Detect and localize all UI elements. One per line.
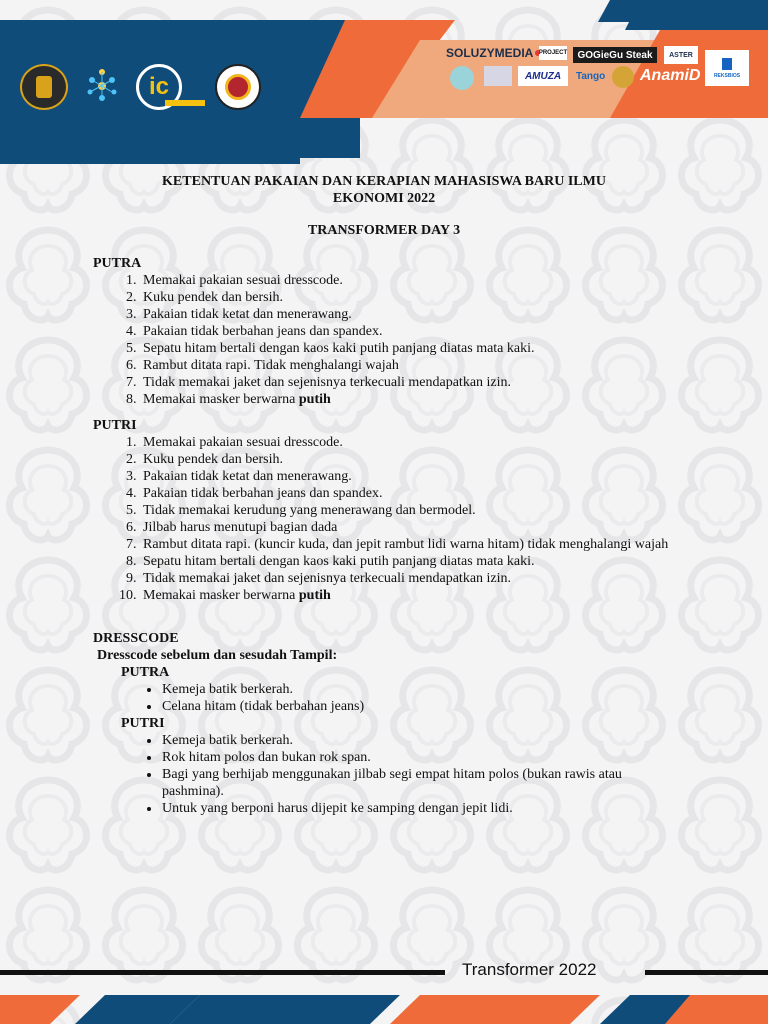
putra-rules-list: [93, 272, 673, 408]
list-item: 8. Sepatu hitam bertali dengan kaos kaki putih panjang diatas mata kaki.: [140, 553, 673, 570]
dresscode-heading: DRESSCODE: [93, 631, 179, 646]
list-item: 7. Rambut ditata rapi. (kuncir kuda, dan jepit rambut lidi warna hitam) tidak menghalangi wajah: [140, 536, 673, 553]
list-item: • Bagi yang berhijab menggunakan jilbab segi empat hitam polos (bukan rawis atau pashmina).: [161, 766, 673, 800]
ie-logo-text: ic: [148, 73, 169, 100]
network-dots-icon: [82, 64, 122, 108]
sponsor-logo: REKSBIOS: [705, 50, 749, 86]
footer-decoration: [0, 945, 768, 1024]
ie-logo-underline: [165, 100, 205, 106]
network-logo: [82, 64, 122, 108]
document-title-line1: KETENTUAN PAKAIAN DAN KERAPIAN MAHASISWA BARU ILMU: [162, 174, 606, 189]
list-item: 3. Pakaian tidak ketat dan menerawang.: [140, 468, 673, 485]
list-item: 1. Memakai pakaian sesuai dresscode.: [140, 272, 673, 289]
mascot-face-icon: [225, 74, 251, 100]
list-item-text: Memakai masker berwarna: [143, 588, 299, 603]
sponsor-logo: GOGieGu Steak: [573, 47, 657, 63]
list-item: [140, 391, 673, 408]
footer-title: Transformer 2022: [462, 960, 597, 979]
dresscode-putra-list: [93, 681, 673, 715]
university-seal-logo: [20, 64, 68, 110]
dresscode-putri-list: [93, 732, 673, 817]
list-item: 5. Tidak memakai kerudung yang menerawang dan bermodel.: [140, 502, 673, 519]
list-item: 1. Memakai pakaian sesuai dresscode.: [140, 434, 673, 451]
list-item: 2. Kuku pendek dan bersih.: [140, 289, 673, 306]
seal-inner-icon: [36, 76, 52, 98]
list-item: 3. Pakaian tidak ketat dan menerawang.: [140, 306, 673, 323]
document-content: [93, 255, 673, 817]
list-item: • Rok hitam polos dan bukan rok span.: [161, 749, 673, 766]
list-item: • Celana hitam (tidak berbahan jeans): [161, 698, 673, 715]
list-item: 4. Pakaian tidak berbahan jeans dan spandex.: [140, 323, 673, 340]
document-subtitle: TRANSFORMER DAY 3: [307, 223, 461, 238]
putra-heading: PUTRA: [93, 256, 142, 271]
document-title: [0, 173, 768, 207]
list-item: [140, 587, 673, 604]
dresscode-putri-label: PUTRI: [121, 716, 165, 731]
sponsor-logo: AnamiD: [640, 67, 701, 84]
list-item: • Kemeja batik berkerah.: [161, 732, 673, 749]
list-item-emphasis: putih: [298, 588, 331, 603]
putri-heading: PUTRI: [93, 418, 137, 433]
sponsor-logo: SOLUZYMEDIA: [446, 44, 541, 62]
sponsor-logo: AMUZA: [518, 66, 568, 86]
list-item: 6. Rambut ditata rapi. Tidak menghalangi wajah: [140, 357, 673, 374]
sponsor-badge-logo: [612, 66, 634, 88]
sponsor-logo: ASTER: [664, 46, 698, 64]
dresscode-subheading: Dresscode sebelum dan sesudah Tampil:: [97, 648, 338, 663]
mascot-logo: [215, 64, 261, 110]
putri-rules-list: [93, 434, 673, 604]
document-title-line2: EKONOMI 2022: [332, 191, 436, 206]
reksbios-icon: [722, 58, 732, 70]
list-item-emphasis: putih: [298, 392, 331, 407]
list-item: • Kemeja batik berkerah.: [161, 681, 673, 698]
sponsor-logo: Tango: [576, 70, 606, 82]
list-item-text: Memakai masker berwarna: [143, 392, 299, 407]
list-item: • Untuk yang berponi harus dijepit ke samping dengan jepit lidi.: [161, 800, 673, 817]
sponsor-box-logo: [484, 66, 512, 86]
sponsor-circle-logo: [450, 66, 474, 90]
list-item: 6. Jilbab harus menutupi bagian dada: [140, 519, 673, 536]
list-item: 5. Sepatu hitam bertali dengan kaos kaki putih panjang diatas mata kaki.: [140, 340, 673, 357]
sponsor-logo: PROJECT: [539, 46, 567, 60]
list-item: 4. Pakaian tidak berbahan jeans dan spandex.: [140, 485, 673, 502]
list-item: 2. Kuku pendek dan bersih.: [140, 451, 673, 468]
dresscode-putra-label: PUTRA: [121, 665, 170, 680]
list-item: 7. Tidak memakai jaket dan sejenisnya terkecuali mendapatkan izin.: [140, 374, 673, 391]
list-item: 9. Tidak memakai jaket dan sejenisnya terkecuali mendapatkan izin.: [140, 570, 673, 587]
